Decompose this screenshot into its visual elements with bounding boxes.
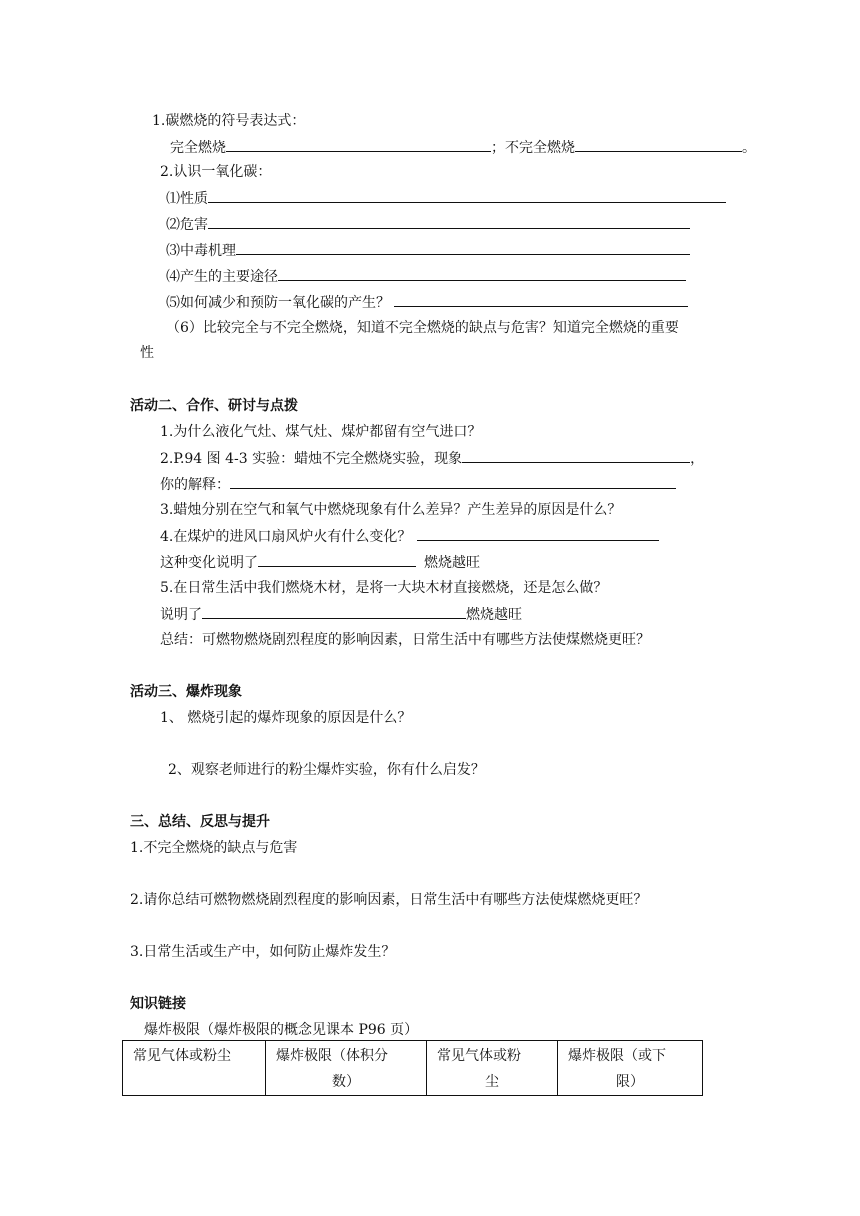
q1-answer-row: [170, 137, 756, 158]
header-line: 常见气体或粉尘: [133, 1048, 231, 1064]
co-property-row: [166, 188, 726, 209]
header-line: 爆炸极限（或下: [568, 1048, 666, 1064]
co-poison-mechanism-label: ⑶中毒机理: [166, 243, 236, 259]
q1-title: 1.碳燃烧的符号表达式：: [152, 113, 306, 129]
co-prevention-blank[interactable]: [394, 292, 688, 307]
section3-heading: 三、总结、反思与提升: [130, 814, 270, 830]
s3-q2: 2.请你总结可燃物燃烧剧烈程度的影响因素，日常生活中有哪些方法使煤燃烧更旺？: [130, 892, 648, 908]
co-poison-mechanism-blank[interactable]: [236, 240, 690, 255]
header-line: 常见气体或粉: [437, 1048, 521, 1064]
incomplete-combustion-label: ；不完全燃烧: [491, 140, 575, 156]
explosion-limit-table: [122, 1040, 703, 1096]
a2-q5-b-row: [160, 604, 522, 625]
s3-q1: 1.不完全燃烧的缺点与危害: [130, 840, 298, 856]
a2-q5-c-text: 燃烧越旺: [466, 607, 522, 623]
co-harm-label: ⑵危害: [166, 217, 208, 233]
a2-q1: 1.为什么液化气灶、煤气灶、煤炉都留有空气进口？: [160, 424, 482, 440]
co-prevention-label: ⑸如何减少和预防一氧化碳的产生？: [166, 295, 390, 311]
activity3-heading: 活动三、爆炸现象: [130, 684, 242, 700]
header-line: 数）: [332, 1074, 360, 1090]
co-prevention-row: [166, 292, 688, 313]
co-harm-row: [166, 214, 690, 235]
co-source-row: [166, 266, 686, 287]
a2-q5-b-label: 说明了: [160, 607, 202, 623]
a2-summary: 总结：可燃物燃烧剧烈程度的影响因素，日常生活中有哪些方法使煤燃烧更旺？: [160, 632, 650, 648]
a2-q4-b-label: 这种变化说明了: [160, 555, 258, 571]
a2-q4-text: 4.在煤炉的进风口扇风炉火有什么变化？: [160, 529, 412, 545]
compare-combustion-line1: （6）比较完全与不完全燃烧，知道不完全燃烧的缺点与危害？知道完全燃烧的重要: [166, 320, 679, 336]
complete-combustion-blank[interactable]: [226, 137, 491, 152]
activity2-heading: 活动二、合作、研讨与点拨: [130, 398, 298, 414]
co-source-label: ⑷产生的主要途径: [166, 269, 278, 285]
a2-q2-row: [160, 448, 704, 469]
a2-explain-row: [160, 474, 676, 495]
change-explain-blank[interactable]: [258, 552, 416, 567]
sentence-end: 。: [742, 140, 756, 156]
explain-blank[interactable]: [230, 474, 676, 489]
wood-explain-blank[interactable]: [202, 604, 466, 619]
a2-q4-row: [160, 526, 659, 547]
explain-label: 你的解释：: [160, 477, 230, 493]
knowledge-heading: 知识链接: [130, 996, 186, 1012]
a2-q2-comma: ，: [690, 451, 705, 467]
table-header-row: [123, 1041, 703, 1096]
header-line: 爆炸极限（体积分: [276, 1048, 388, 1064]
q2-title: 2.认识一氧化碳：: [160, 164, 272, 180]
a2-q5: 5.在日常生活中我们燃烧木材，是将一大块木材直接燃烧，还是怎么做？: [160, 580, 608, 596]
a3-q2: 2、观察老师进行的粉尘爆炸实验，你有什么启发？: [168, 762, 485, 778]
complete-combustion-label: 完全燃烧: [170, 140, 226, 156]
co-poison-mechanism-row: [166, 240, 690, 261]
co-property-label: ⑴性质: [166, 191, 208, 207]
table-header-cell: [558, 1041, 703, 1096]
a3-q1: 1、 燃烧引起的爆炸现象的原因是什么？: [160, 710, 412, 726]
table-header-cell: [123, 1041, 266, 1096]
co-harm-blank[interactable]: [208, 214, 690, 229]
co-property-blank[interactable]: [208, 188, 726, 203]
phenomenon-blank[interactable]: [462, 448, 690, 463]
fire-change-blank[interactable]: [417, 526, 659, 541]
a2-q4-b-row: [160, 552, 480, 573]
compare-combustion-line2: 性: [140, 345, 154, 361]
s3-q3: 3.日常生活或生产中，如何防止爆炸发生？: [130, 944, 396, 960]
a2-q3: 3.蜡烛分别在空气和氧气中燃烧现象有什么差异？产生差异的原因是什么？: [160, 502, 622, 518]
table-header-cell: [266, 1041, 427, 1096]
a2-q2-text: 2.P.94 图 4-3 实验：蜡烛不完全燃烧实验，现象: [160, 451, 463, 467]
a2-q4-c-text: 燃烧越旺: [424, 555, 480, 571]
knowledge-intro: 爆炸极限（爆炸极限的概念见课本 P96 页）: [144, 1022, 419, 1038]
header-line: 限）: [616, 1074, 644, 1090]
co-source-blank[interactable]: [278, 266, 686, 281]
incomplete-combustion-blank[interactable]: [575, 137, 742, 152]
header-line: 尘: [485, 1074, 499, 1090]
table-header-cell: [427, 1041, 558, 1096]
